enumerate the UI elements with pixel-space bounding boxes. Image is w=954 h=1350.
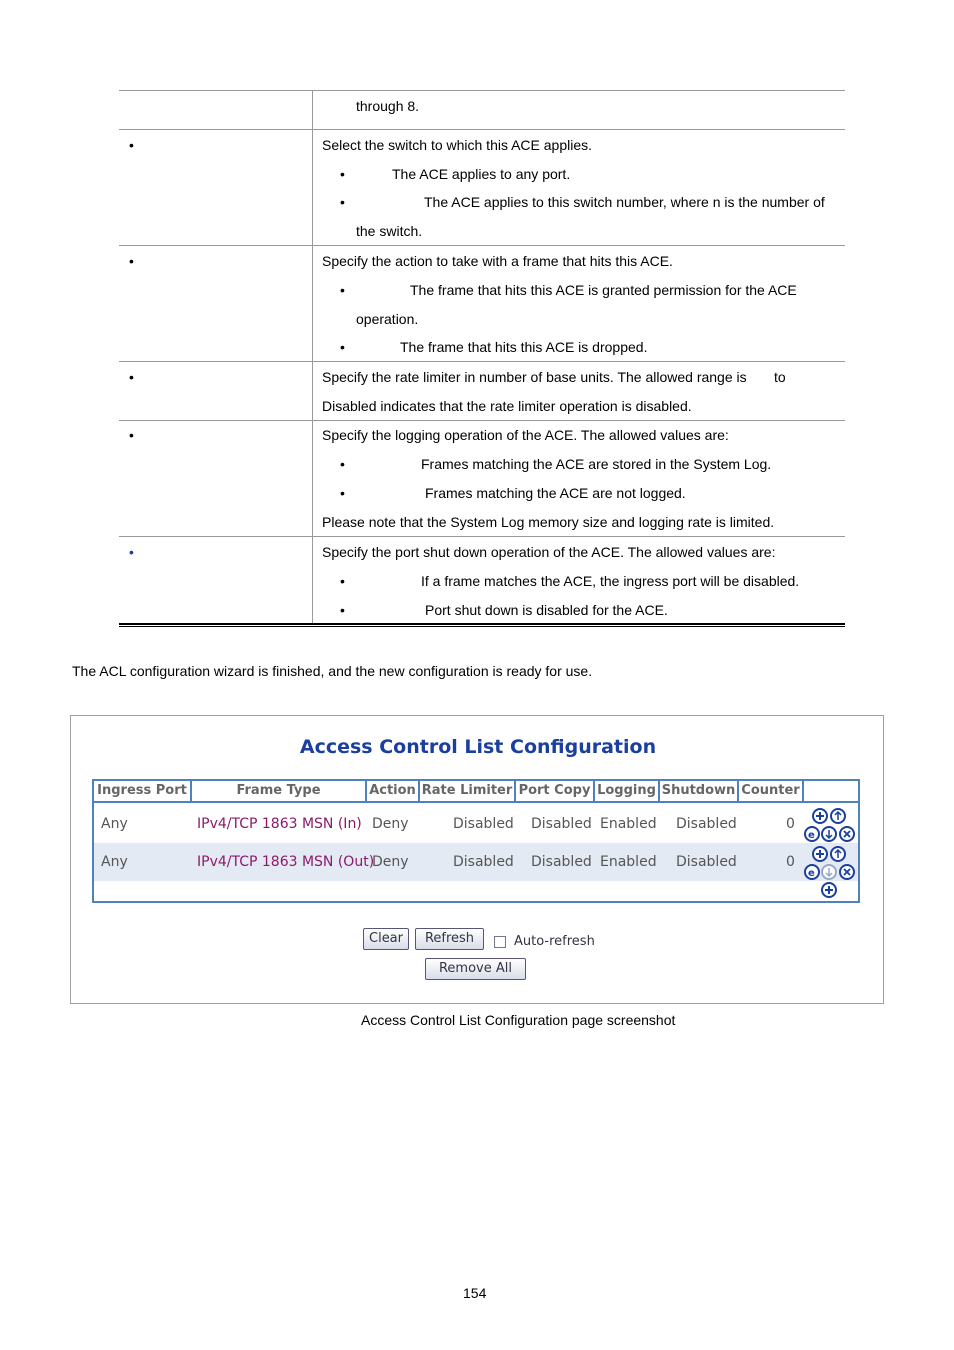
- cell-frame-type: IPv4/TCP 1863 MSN (Out): [197, 854, 375, 870]
- figure-caption: Access Control List Configuration page screenshot: [361, 1012, 676, 1028]
- bullet: •: [340, 194, 345, 210]
- col-frame-type: Frame Type: [192, 781, 367, 801]
- row-text: The ACE applies to this switch number, where n is the number of: [424, 194, 825, 210]
- edit-icon[interactable]: [804, 864, 820, 880]
- remove-all-button[interactable]: Remove All: [425, 958, 526, 980]
- table-row: [94, 805, 858, 843]
- col-action: Action: [367, 781, 420, 801]
- row-text: through 8.: [356, 98, 420, 114]
- row-text: Specify the action to take with a frame that hits this ACE.: [322, 253, 673, 269]
- table-header: [94, 781, 858, 803]
- col-counter: Counter: [739, 781, 804, 801]
- delete-icon[interactable]: [839, 826, 855, 842]
- cell-action: Deny: [372, 816, 409, 832]
- col-shutdown: Shutdown: [660, 781, 739, 801]
- table-row: [94, 843, 858, 881]
- col-port-copy: Port Copy: [516, 781, 595, 801]
- bullet: •: [340, 573, 345, 589]
- insert-before-icon[interactable]: [812, 808, 828, 824]
- bullet: •: [340, 602, 345, 618]
- acl-table: [92, 779, 860, 903]
- row-text: The ACE applies to any port.: [392, 166, 571, 182]
- cell-ingress-port: Any: [101, 816, 128, 832]
- row-text: Please note that the System Log memory size and logging rate is limited.: [322, 514, 775, 530]
- move-down-icon[interactable]: [821, 826, 837, 842]
- row-text: the switch.: [356, 223, 423, 239]
- svg-text:e: e: [808, 868, 815, 878]
- row-text: Frames matching the ACE are stored in the System Log.: [421, 456, 772, 472]
- move-down-icon: [821, 864, 837, 880]
- bullet: •: [129, 137, 134, 153]
- row-text: Port shut down is disabled for the ACE.: [425, 602, 668, 618]
- auto-refresh-label: Auto-refresh: [514, 934, 595, 949]
- cell-logging: Enabled: [600, 854, 657, 870]
- row-text: Specify the port shut down operation of the ACE. The allowed values are:: [322, 544, 776, 560]
- row-text: Specify the rate limiter in number of base units. The allowed range is: [322, 369, 747, 385]
- acl-config-screenshot: [70, 715, 884, 1004]
- add-entry-icon[interactable]: [821, 882, 837, 898]
- cell-logging: Enabled: [600, 816, 657, 832]
- cell-rate-limiter: Disabled: [453, 854, 514, 870]
- move-up-icon[interactable]: [830, 846, 846, 862]
- move-up-icon[interactable]: [830, 808, 846, 824]
- cell-counter: 0: [786, 816, 795, 832]
- row-divider: [119, 361, 845, 362]
- cell-shutdown: Disabled: [676, 854, 737, 870]
- refresh-button[interactable]: Refresh: [415, 928, 484, 950]
- column-divider: [312, 90, 313, 624]
- page-title: Access Control List Configuration: [299, 736, 657, 758]
- bullet: •: [340, 282, 345, 298]
- delete-icon[interactable]: [839, 864, 855, 880]
- edit-icon[interactable]: [804, 826, 820, 842]
- bullet: •: [340, 166, 345, 182]
- table-bottom-border: [119, 623, 845, 627]
- cell-port-copy: Disabled: [531, 854, 592, 870]
- insert-before-icon[interactable]: [812, 846, 828, 862]
- bullet: •: [340, 456, 345, 472]
- row-divider: [119, 536, 845, 537]
- row-text: The frame that hits this ACE is dropped.: [400, 339, 648, 355]
- col-ingress-port: Ingress Port: [94, 781, 192, 801]
- auto-refresh-checkbox[interactable]: [494, 936, 506, 948]
- cell-rate-limiter: Disabled: [453, 816, 514, 832]
- bullet: •: [340, 485, 345, 501]
- clear-button[interactable]: Clear: [363, 928, 409, 950]
- intro-text: The ACL configuration wizard is finished, and the new configuration is ready for use.: [72, 663, 593, 679]
- row-text: Disabled indicates that the rate limiter operation is disabled.: [322, 398, 692, 414]
- svg-text:e: e: [808, 830, 815, 840]
- bullet: •: [340, 339, 345, 355]
- cell-port-copy: Disabled: [531, 816, 592, 832]
- row-text: Frames matching the ACE are not logged.: [425, 485, 686, 501]
- bullet: •: [129, 427, 134, 443]
- row-divider: [119, 129, 845, 130]
- bullet: •: [129, 253, 134, 269]
- col-logging: Logging: [595, 781, 660, 801]
- bullet: •: [129, 544, 134, 560]
- cell-frame-type: IPv4/TCP 1863 MSN (In): [197, 816, 362, 832]
- row-divider: [119, 420, 845, 421]
- row-text: Select the switch to which this ACE applies.: [322, 137, 593, 153]
- page-number: 154: [463, 1285, 487, 1301]
- col-actions: [804, 781, 858, 801]
- row-text: operation.: [356, 311, 419, 327]
- row-text: The frame that hits this ACE is granted permission for the ACE: [410, 282, 797, 298]
- table-top-border: [119, 90, 845, 91]
- cell-action: Deny: [372, 854, 409, 870]
- cell-ingress-port: Any: [101, 854, 128, 870]
- row-divider: [119, 245, 845, 246]
- cell-counter: 0: [786, 854, 795, 870]
- cell-shutdown: Disabled: [676, 816, 737, 832]
- row-text: to: [774, 369, 786, 385]
- bullet: •: [129, 369, 134, 385]
- row-text: If a frame matches the ACE, the ingress port will be disabled.: [421, 573, 800, 589]
- row-text: Specify the logging operation of the ACE. The allowed values are:: [322, 427, 729, 443]
- col-rate-limiter: Rate Limiter: [420, 781, 516, 801]
